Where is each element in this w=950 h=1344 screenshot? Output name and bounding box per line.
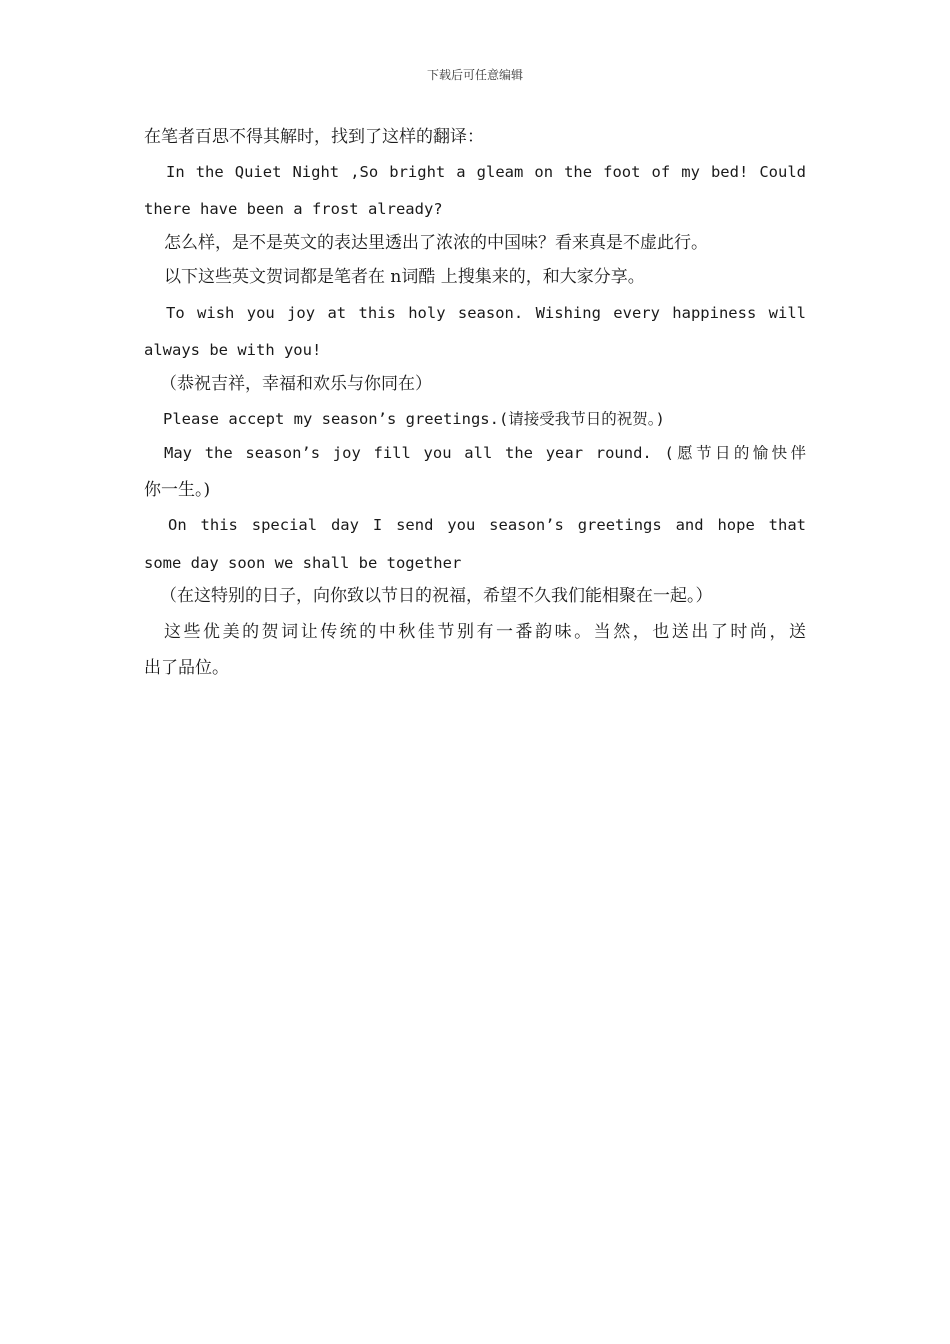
paragraph-line-5: 以下这些英文贺词都是笔者在 n词酷 上搜集来的，和大家分享。	[164, 267, 645, 287]
paragraph-line-9: Please accept my season’s greetings.(请接受我节日的祝贺。)	[163, 410, 665, 428]
paragraph-line-7: always be with you!	[144, 341, 322, 359]
paragraph-line-10: May the season’s joy fill you all the year round. (愿节日的愉快伴	[164, 444, 806, 462]
paragraph-line-12: On this special day I send you season’s greetings and hope that	[168, 516, 806, 534]
paragraph-line-1: 在笔者百思不得其解时，找到了这样的翻译：	[144, 127, 484, 147]
paragraph-line-2: In the Quiet Night ,So bright a gleam on the foot of my bed! Could	[166, 163, 806, 181]
paragraph-line-4: 怎么样，是不是英文的表达里透出了浓浓的中国味？看来真是不虚此行。	[164, 233, 708, 253]
paragraph-line-3: there have been a frost already?	[144, 200, 443, 218]
paragraph-line-13: some day soon we shall be together	[144, 554, 462, 572]
paragraph-line-14: （在这特别的日子，向你致以节日的祝福，希望不久我们能相聚在一起。）	[160, 586, 713, 606]
paragraph-line-16: 出了品位。	[144, 658, 229, 678]
paragraph-line-6: To wish you joy at this holy season. Wishing every happiness will	[166, 304, 806, 322]
paragraph-line-15: 这些优美的贺词让传统的中秋佳节别有一番韵味。当然，也送出了时尚，送	[164, 622, 806, 642]
paragraph-line-8: （恭祝吉祥，幸福和欢乐与你同在）	[160, 374, 432, 394]
page-header: 下载后可任意编辑	[426, 68, 523, 82]
paragraph-line-11: 你一生。)	[144, 480, 211, 500]
